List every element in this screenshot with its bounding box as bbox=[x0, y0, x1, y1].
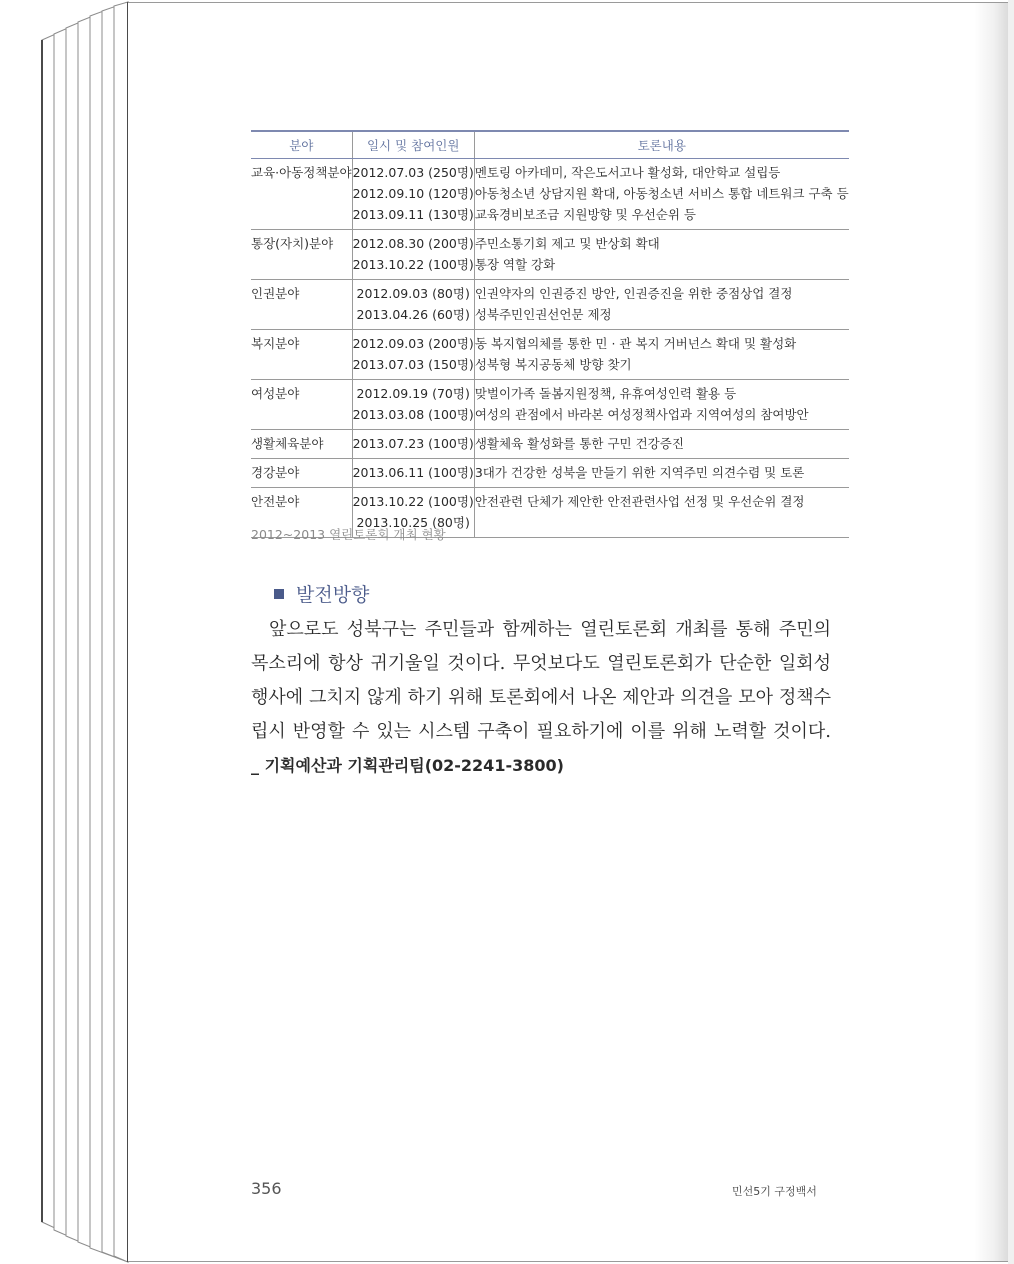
book-title: 민선5기 구정백서 bbox=[732, 1185, 817, 1198]
topic: 통장 역할 강화 bbox=[474, 257, 556, 272]
date-attendees: 2013.10.22 (100명) bbox=[352, 494, 474, 509]
page-number: 356 bbox=[251, 1179, 282, 1198]
topic: 성북형 복지공동체 방향 찾기 bbox=[474, 357, 632, 372]
table-row bbox=[251, 380, 849, 430]
section-body bbox=[251, 613, 831, 783]
date-attendees: 2012.07.03 (250명) bbox=[352, 165, 474, 180]
cell-field bbox=[251, 380, 352, 430]
cell-topics bbox=[474, 280, 848, 330]
cell-dates bbox=[352, 230, 474, 280]
section-heading bbox=[274, 580, 369, 607]
table-row bbox=[251, 330, 849, 380]
cell-topics bbox=[474, 159, 848, 230]
topic: 안전관련 단체가 제안한 안전관련사업 선정 및 우선순위 결정 bbox=[474, 494, 805, 509]
date-attendees: 2012.09.03 (80명) bbox=[356, 286, 470, 301]
header-date-attendees: 일시 및 참여인원 bbox=[352, 131, 474, 159]
field-name: 인권분야 bbox=[251, 286, 300, 301]
page-gutter-shadow bbox=[974, 3, 1008, 1261]
cell-dates bbox=[352, 330, 474, 380]
table-row bbox=[251, 459, 849, 488]
field-name: 생활체육분야 bbox=[251, 436, 324, 451]
topic: 아동청소년 상담지원 확대, 아동청소년 서비스 통합 네트워크 구축 등 bbox=[474, 186, 849, 201]
cell-dates bbox=[352, 430, 474, 459]
cell-field bbox=[251, 430, 352, 459]
cell-dates bbox=[352, 380, 474, 430]
date-attendees: 2012.09.10 (120명) bbox=[352, 186, 474, 201]
cell-field bbox=[251, 280, 352, 330]
contact-info: _ 기획예산과 기획관리팀(02-2241-3800) bbox=[251, 756, 564, 775]
date-attendees: 2013.10.25 (80명) bbox=[356, 515, 470, 530]
cell-field bbox=[251, 159, 352, 230]
table-row bbox=[251, 230, 849, 280]
field-name: 안전분야 bbox=[251, 494, 300, 509]
cell-dates bbox=[352, 459, 474, 488]
stacked-page-edges bbox=[0, 0, 132, 1264]
section-paragraph: 앞으로도 성북구는 주민들과 함께하는 열린토론회 개최를 통해 주민의 목소리에 항상 귀기울일 것이다. 무엇보다도 열린토론회가 단순한 일회성 행사에 그치지 않게 하기 위해 토론회에서 나온 제안과 의견을 모아 정책수립시 반영할 수 있는 시스템 구축이 필요하기에 이를 위해 노력할 것이다. bbox=[251, 619, 831, 742]
header-topics: 토론내용 bbox=[474, 131, 848, 159]
cell-field bbox=[251, 230, 352, 280]
date-attendees: 2013.09.11 (130명) bbox=[352, 207, 474, 222]
date-attendees: 2013.04.26 (60명) bbox=[356, 307, 470, 322]
document-page bbox=[128, 2, 1008, 1262]
topic: 성북주민인권선언문 제정 bbox=[474, 307, 612, 322]
table-row bbox=[251, 430, 849, 459]
page-right-edge bbox=[1008, 0, 1014, 1264]
cell-topics bbox=[474, 459, 848, 488]
square-bullet-icon bbox=[274, 589, 284, 599]
date-attendees: 2012.09.19 (70명) bbox=[356, 386, 470, 401]
date-attendees: 2012.09.03 (200명) bbox=[352, 336, 474, 351]
field-name: 여성분야 bbox=[251, 386, 300, 401]
date-attendees: 2013.07.03 (150명) bbox=[352, 357, 474, 372]
topic: 교육경비보조금 지원방향 및 우선순위 등 bbox=[474, 207, 696, 222]
cell-topics bbox=[474, 488, 848, 538]
cell-topics bbox=[474, 230, 848, 280]
cell-topics bbox=[474, 430, 848, 459]
forum-status-table bbox=[251, 130, 849, 538]
date-attendees: 2013.10.22 (100명) bbox=[352, 257, 474, 272]
topic: 멘토링 아카데미, 작은도서고나 활성화, 대안학교 설립등 bbox=[474, 165, 781, 180]
cell-topics bbox=[474, 380, 848, 430]
topic: 3대가 건강한 성북을 만들기 위한 지역주민 의견수렴 및 토론 bbox=[474, 465, 805, 480]
field-name: 교육·아동정책분야 bbox=[251, 165, 352, 180]
cell-topics bbox=[474, 330, 848, 380]
date-attendees: 2013.03.08 (100명) bbox=[352, 407, 474, 422]
table-caption: 2012~2013 열린토론회 개최 현황 bbox=[251, 527, 446, 542]
cell-field bbox=[251, 459, 352, 488]
cell-dates bbox=[352, 159, 474, 230]
header-field: 분야 bbox=[251, 131, 352, 159]
topic: 맞벌이가족 돌봄지원정책, 유휴여성인력 활용 등 bbox=[474, 386, 737, 401]
date-attendees: 2012.08.30 (200명) bbox=[352, 236, 474, 251]
date-attendees: 2013.07.23 (100명) bbox=[352, 436, 474, 451]
topic: 동 복지협의체를 통한 민 · 관 복지 거버넌스 확대 및 활성화 bbox=[474, 336, 797, 351]
cell-dates bbox=[352, 280, 474, 330]
topic: 여성의 관점에서 바라본 여성정책사업과 지역여성의 참여방안 bbox=[474, 407, 809, 422]
table-header-row bbox=[251, 131, 849, 159]
topic: 인권약자의 인권증진 방안, 인권증진을 위한 중점상업 결정 bbox=[474, 286, 793, 301]
field-name: 경강분야 bbox=[251, 465, 300, 480]
table-row bbox=[251, 159, 849, 230]
topic: 주민소통기회 제고 및 반상회 확대 bbox=[474, 236, 660, 251]
date-attendees: 2013.06.11 (100명) bbox=[352, 465, 474, 480]
section-title: 발전방향 bbox=[296, 584, 370, 606]
field-name: 통장(자치)분야 bbox=[251, 236, 334, 251]
topic: 생활체육 활성화를 통한 구민 건강증진 bbox=[474, 436, 684, 451]
cell-field bbox=[251, 330, 352, 380]
field-name: 복지분야 bbox=[251, 336, 300, 351]
table-row bbox=[251, 280, 849, 330]
